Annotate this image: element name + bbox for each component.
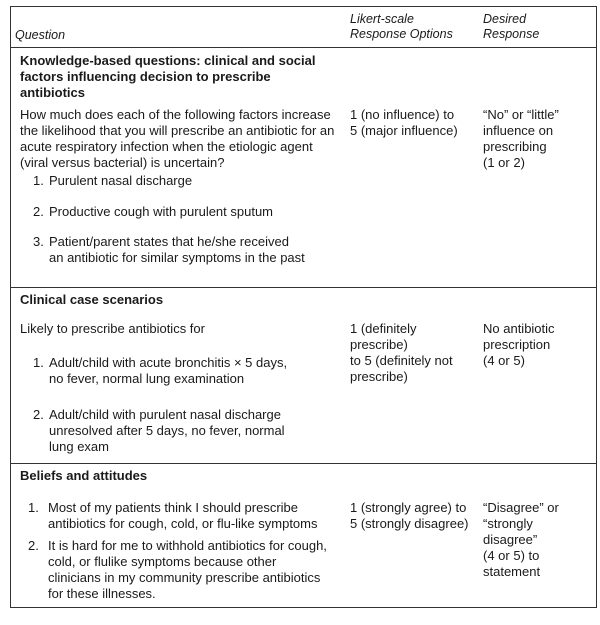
item-number: 3. (33, 234, 44, 249)
item-text: It is hard for me to withhold antibiotics for cough, cold, or flulike symptoms because other clinicians in my community prescribe antibiotics for these illnesses. (48, 538, 327, 601)
list-item (33, 407, 285, 455)
item-number: 2. (28, 538, 39, 553)
desired-response: “Disagree” or “strongly disagree” (4 or 5) to statement (483, 500, 559, 579)
list-item (33, 355, 287, 387)
item-text: Patient/parent states that he/she received an antibiotic for similar symptoms in the past (49, 234, 305, 265)
section-clinical-cases (11, 287, 596, 464)
section-title: Clinical case scenarios (20, 292, 164, 307)
item-number: 2. (33, 407, 44, 422)
item-text: Adult/child with acute bronchitis × 5 days, no fever, normal lung examination (49, 355, 288, 386)
item-text: Productive cough with purulent sputum (49, 204, 274, 219)
list-item (28, 500, 318, 532)
desired-response: “No” or “little” influence on prescribing (1 or 2) (483, 107, 559, 170)
section-title: Beliefs and attitudes (20, 468, 148, 483)
table-header (11, 7, 596, 48)
item-number: 1. (28, 500, 39, 515)
section-knowledge (11, 47, 596, 288)
column-header-desired: Desired Response (483, 12, 540, 41)
likert-options: 1 (definitely prescribe) to 5 (definitely not prescribe) (350, 321, 453, 384)
item-text: Adult/child with purulent nasal discharge unresolved after 5 days, no fever, normal lung exam (49, 407, 285, 454)
section-title: Knowledge-based questions: clinical and social factors influencing decision to prescribe antibiotics (20, 53, 316, 100)
column-header-likert: Likert-scale Response Options (350, 12, 453, 41)
likert-options: 1 (strongly agree) to 5 (strongly disagree) (350, 500, 469, 531)
section-intro: How much does each of the following factors increase the likelihood that you will prescribe an antibiotic for an acute respiratory infection when the etiologic agent (viral versus bacterial) is uncertain? (20, 107, 335, 170)
likert-options: 1 (no influence) to 5 (major influence) (350, 107, 458, 138)
item-number: 1. (33, 355, 44, 370)
section-intro: Likely to prescribe antibiotics for (20, 321, 205, 336)
list-item (33, 234, 305, 266)
item-number: 1. (33, 173, 44, 188)
item-text: Most of my patients think I should prescribe antibiotics for cough, cold, or flu-like symptoms (48, 500, 318, 531)
list-item (28, 538, 327, 602)
list-item (33, 204, 273, 220)
list-item (33, 173, 192, 189)
survey-table (10, 6, 597, 608)
column-header-question: Question (15, 28, 66, 42)
section-beliefs (11, 463, 596, 607)
desired-response: No antibiotic prescription (4 or 5) (483, 321, 555, 368)
item-number: 2. (33, 204, 44, 219)
item-text: Purulent nasal discharge (49, 173, 193, 188)
